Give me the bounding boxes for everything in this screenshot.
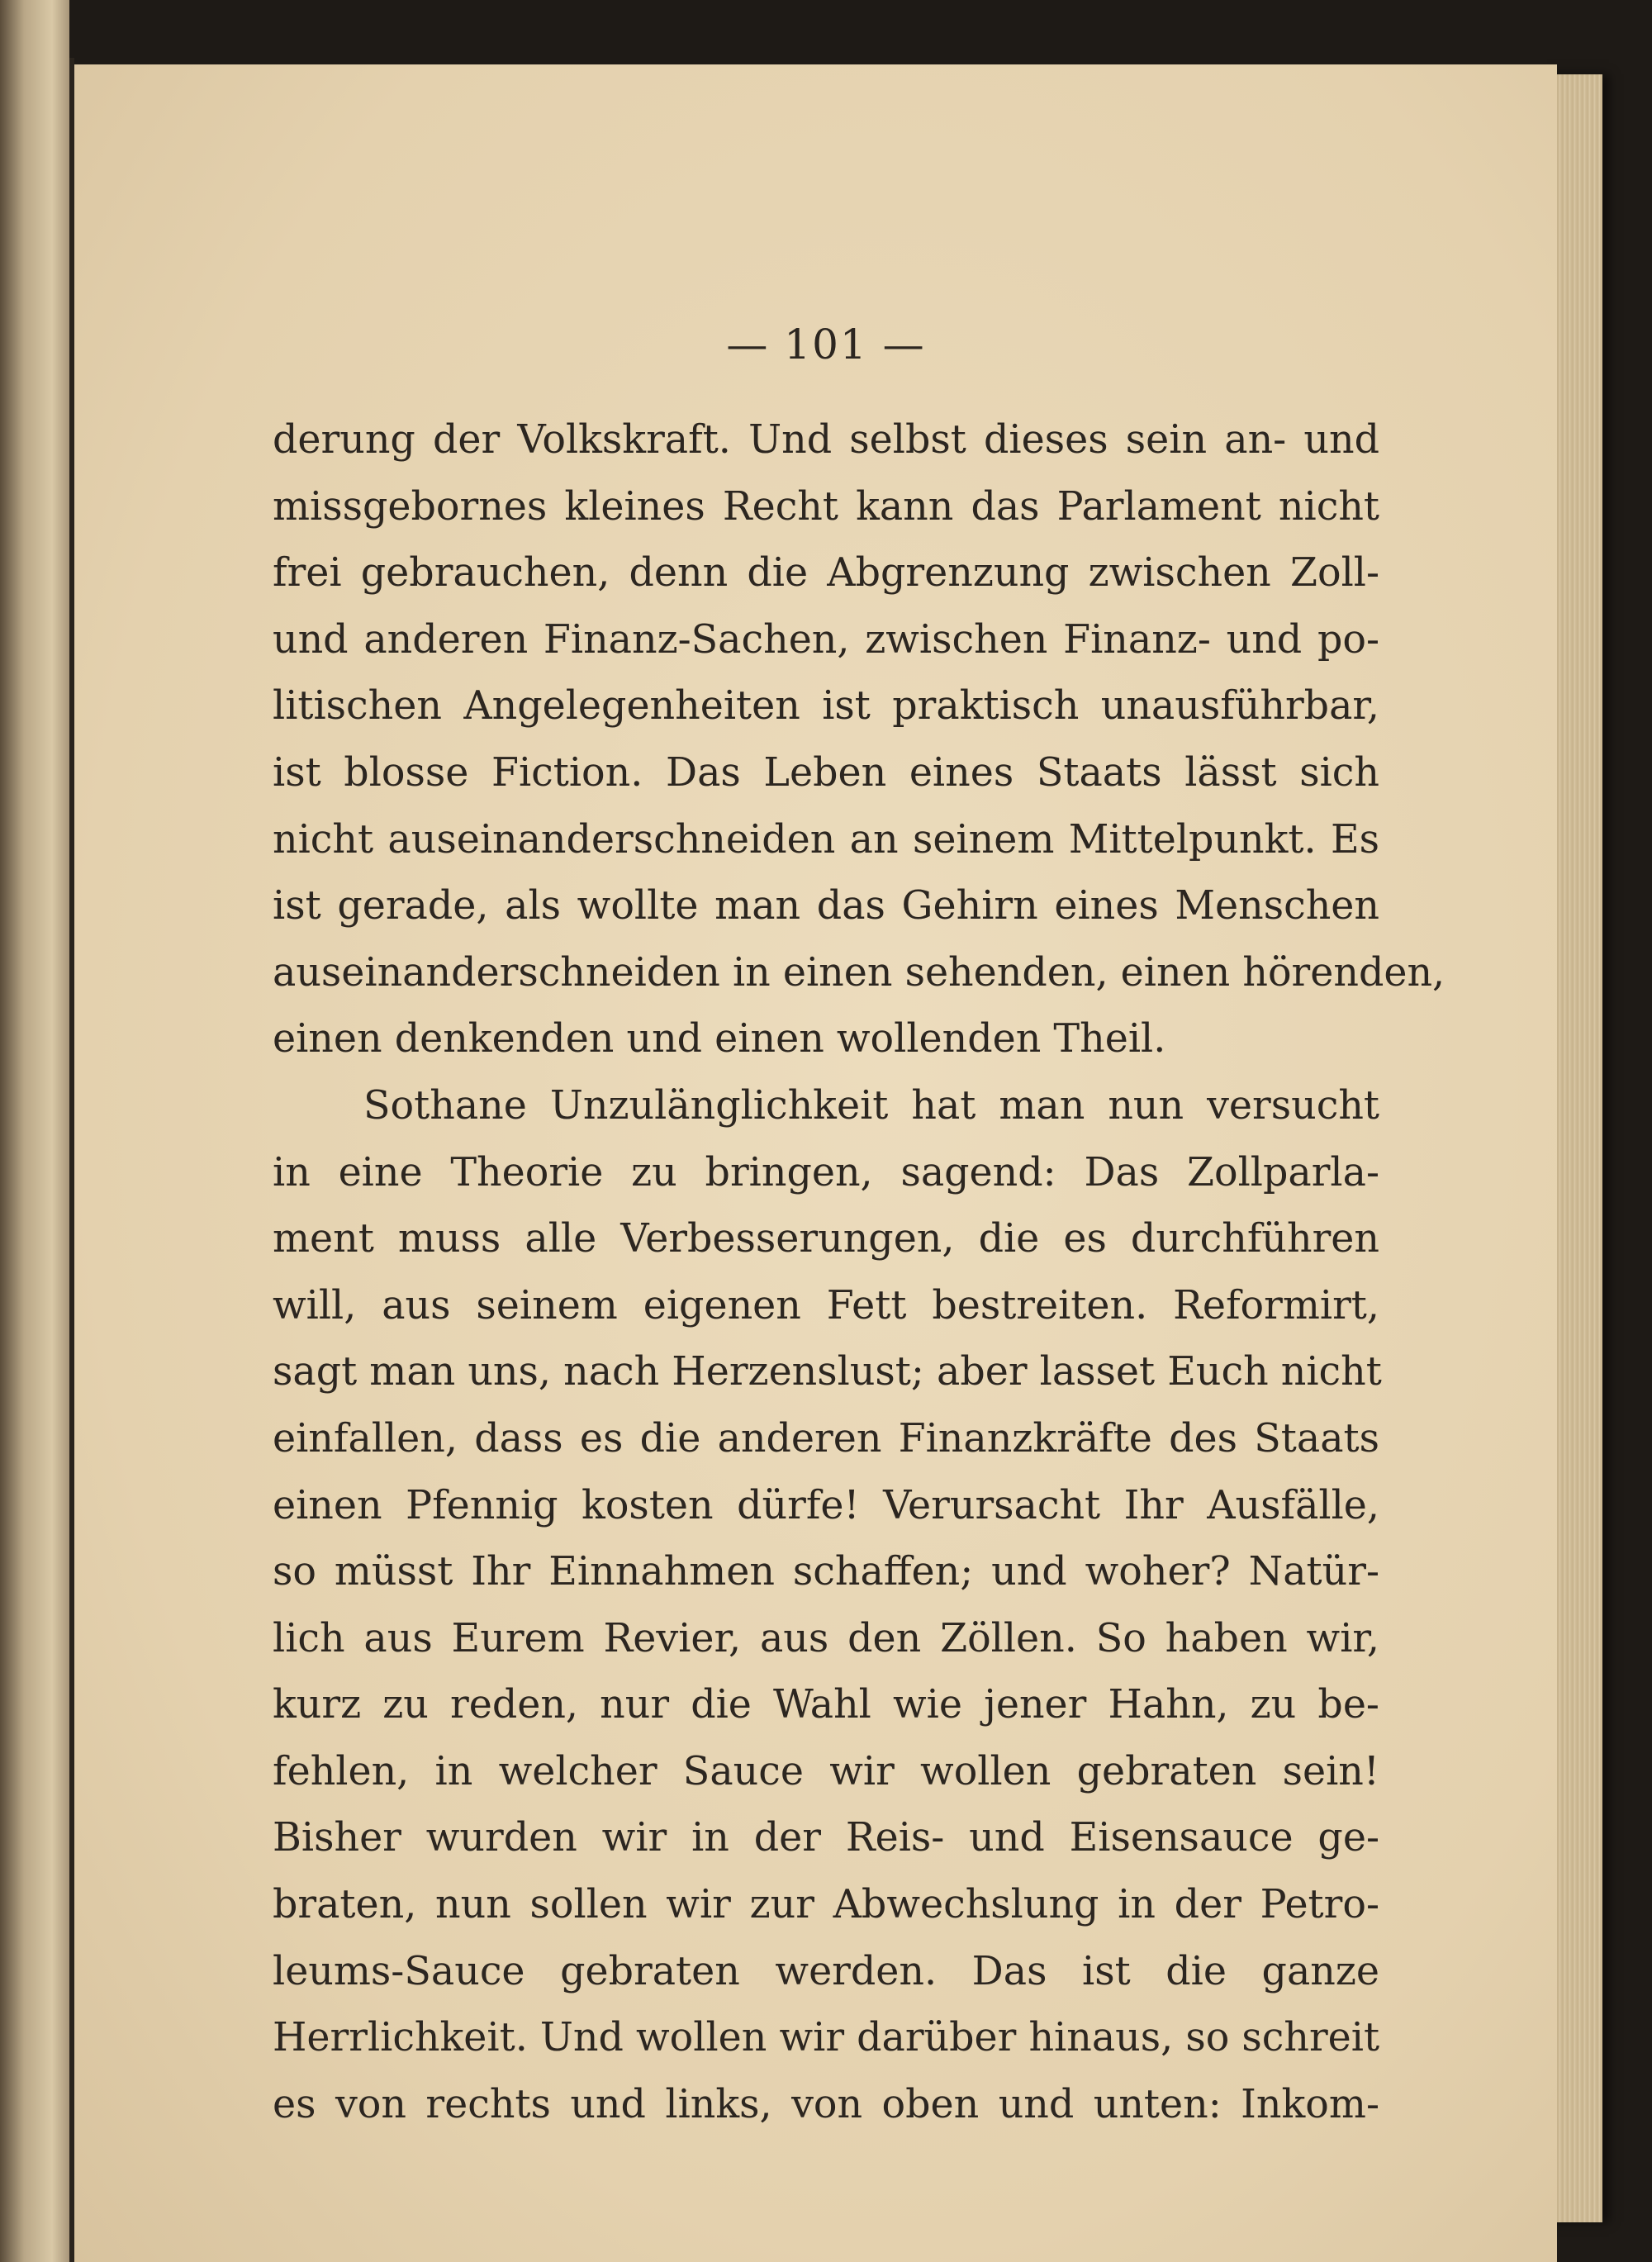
book-spine — [0, 0, 69, 2262]
text-line: fehlen, in welcher Sauce wir wollen gebraten sein! — [273, 1748, 1379, 1794]
text-line: ment muss alle Verbesserungen, die es durchführen — [273, 1216, 1379, 1262]
text-line: litischen Angelegenheiten ist praktisch unausführbar, — [273, 683, 1379, 729]
text-line: ist blosse Fiction. Das Leben eines Staats lässt sich — [273, 749, 1379, 796]
text-line: will, aus seinem eigenen Fett bestreiten. Reformirt, — [273, 1282, 1379, 1328]
text-line: Bisher wurden wir in der Reis- und Eisensauce ge- — [273, 1815, 1379, 1861]
text-line: leums-Sauce gebraten werden. Das ist die ganze — [273, 1948, 1379, 1994]
text-line: derung der Volkskraft. Und selbst dieses sein an- und — [273, 417, 1379, 463]
text-line: Sothane Unzulänglichkeit hat man nun versucht — [363, 1082, 1379, 1129]
text-line: auseinanderschneiden in einen sehenden, einen hörenden, — [273, 949, 1446, 996]
text-line: kurz zu reden, nur die Wahl wie jener Hahn, zu be- — [273, 1682, 1379, 1728]
text-line: braten, nun sollen wir zur Abwechslung in der Petro- — [273, 1882, 1379, 1928]
text-line: missgebornes kleines Recht kann das Parlament nicht — [273, 483, 1379, 530]
page-number: — 101 — — [726, 321, 926, 368]
text-line: in eine Theorie zu bringen, sagend: Das Zollparla- — [273, 1149, 1379, 1195]
text-line: einen Pfennig kosten dürfe! Verursacht Ihr Ausfälle, — [273, 1482, 1379, 1528]
text-line: sagt man uns, nach Herzenslust; aber lasset Euch nicht — [273, 1349, 1382, 1395]
text-line: und anderen Finanz-Sachen, zwischen Finanz- und po- — [273, 616, 1379, 663]
body-text — [273, 407, 1446, 2138]
book-page — [74, 64, 1557, 2262]
text-line: frei gebrauchen, denn die Abgrenzung zwischen Zoll- — [273, 550, 1379, 596]
text-line: Herrlichkeit. Und wollen wir darüber hinaus, so schreit — [273, 2015, 1380, 2061]
text-line: einfallen, dass es die anderen Finanzkräfte des Staats — [273, 1415, 1379, 1461]
text-line: so müsst Ihr Einnahmen schaffen; und woher? Natür- — [273, 1549, 1379, 1595]
text-line: nicht auseinanderschneiden an seinem Mittelpunkt. Es — [273, 816, 1379, 863]
text-line: es von rechts und links, von oben und unten: Inkom- — [273, 2081, 1379, 2127]
text-line: ist gerade, als wollte man das Gehirn eines Menschen — [273, 883, 1379, 929]
text-line: einen denkenden und einen wollenden Theil. — [273, 1016, 1166, 1062]
text-line: lich aus Eurem Revier, aus den Zöllen. So haben wir, — [273, 1615, 1379, 1661]
